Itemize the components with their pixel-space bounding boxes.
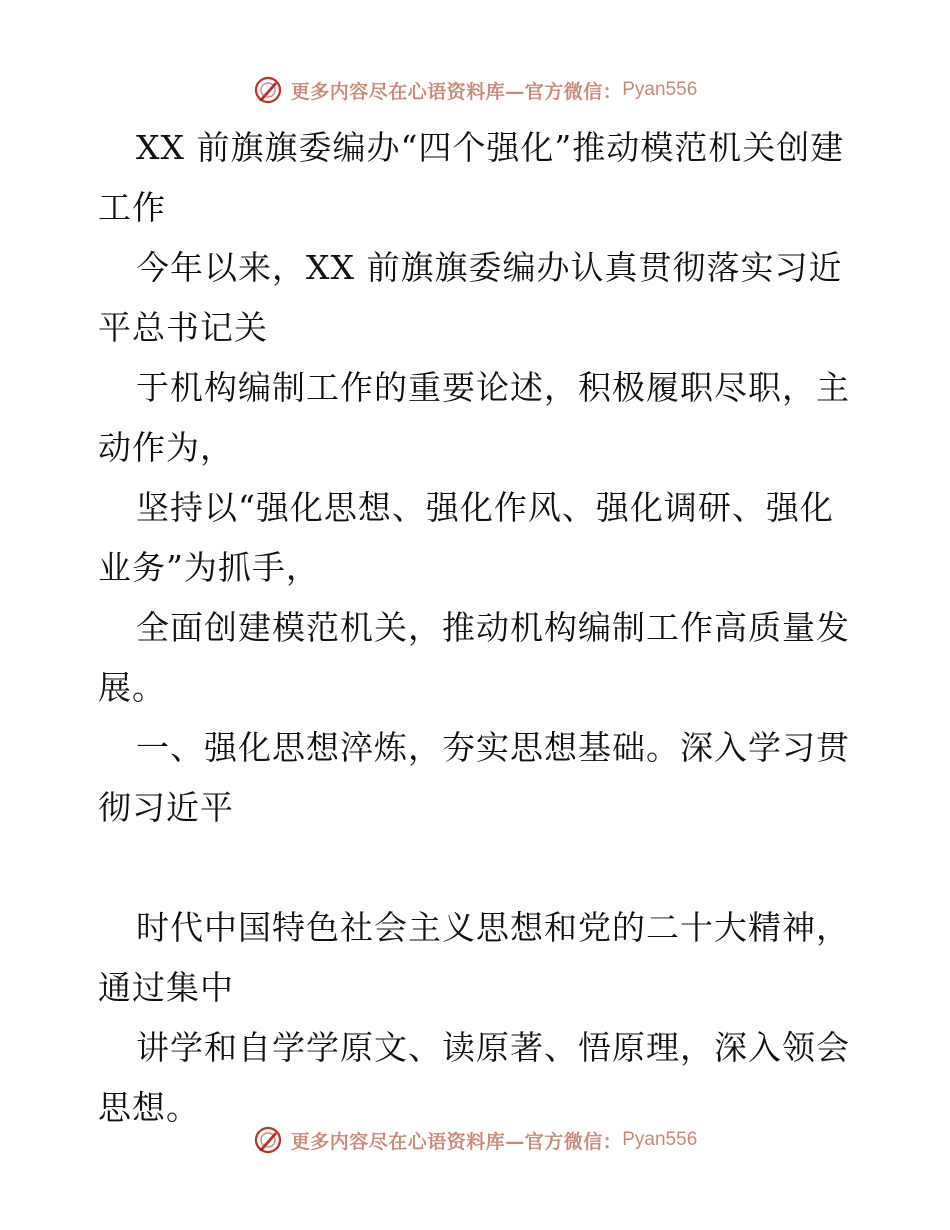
- paragraph-6: 时代中国特色社会主义思想和党的二十大精神，通过集中: [98, 908, 850, 1007]
- paragraph-4: 全面创建模范机关，推动机构编制工作高质量发展。: [98, 608, 850, 707]
- watermark-wechat-id: Pyan556: [622, 79, 698, 100]
- paragraph-2: 于机构编制工作的重要论述，积极履职尽职，主动作为，: [98, 368, 850, 467]
- section-heading-1: 一、强化思想淬炼，夯实思想基础。深入学习贯彻习近平: [98, 728, 850, 827]
- watermark-text: 更多内容尽在心语资料库—官方微信：: [290, 80, 623, 103]
- watermark-wechat-id: Pyan556: [622, 1129, 698, 1150]
- footer-watermark: [0, 1120, 950, 1160]
- header-watermark: [0, 70, 950, 110]
- paragraph-3: 坚持以“强化思想、强化作风、强化调研、强化业务”为抓手，: [98, 488, 834, 587]
- document-title: XX 前旗旗委编办“四个强化”推动模范机关创建工作: [98, 128, 845, 227]
- pen-logo-icon: [253, 75, 283, 105]
- watermark-text: 更多内容尽在心语资料库—官方微信：: [290, 1130, 623, 1153]
- paragraph-1: 今年以来，XX 前旗旗委编办认真贯彻落实习近平总书记关: [98, 248, 843, 347]
- paragraph-7: 讲学和自学学原文、读原著、悟原理，深入领会思想。: [98, 1028, 850, 1127]
- pen-logo-icon: [253, 1125, 283, 1155]
- document-body: [98, 118, 858, 1138]
